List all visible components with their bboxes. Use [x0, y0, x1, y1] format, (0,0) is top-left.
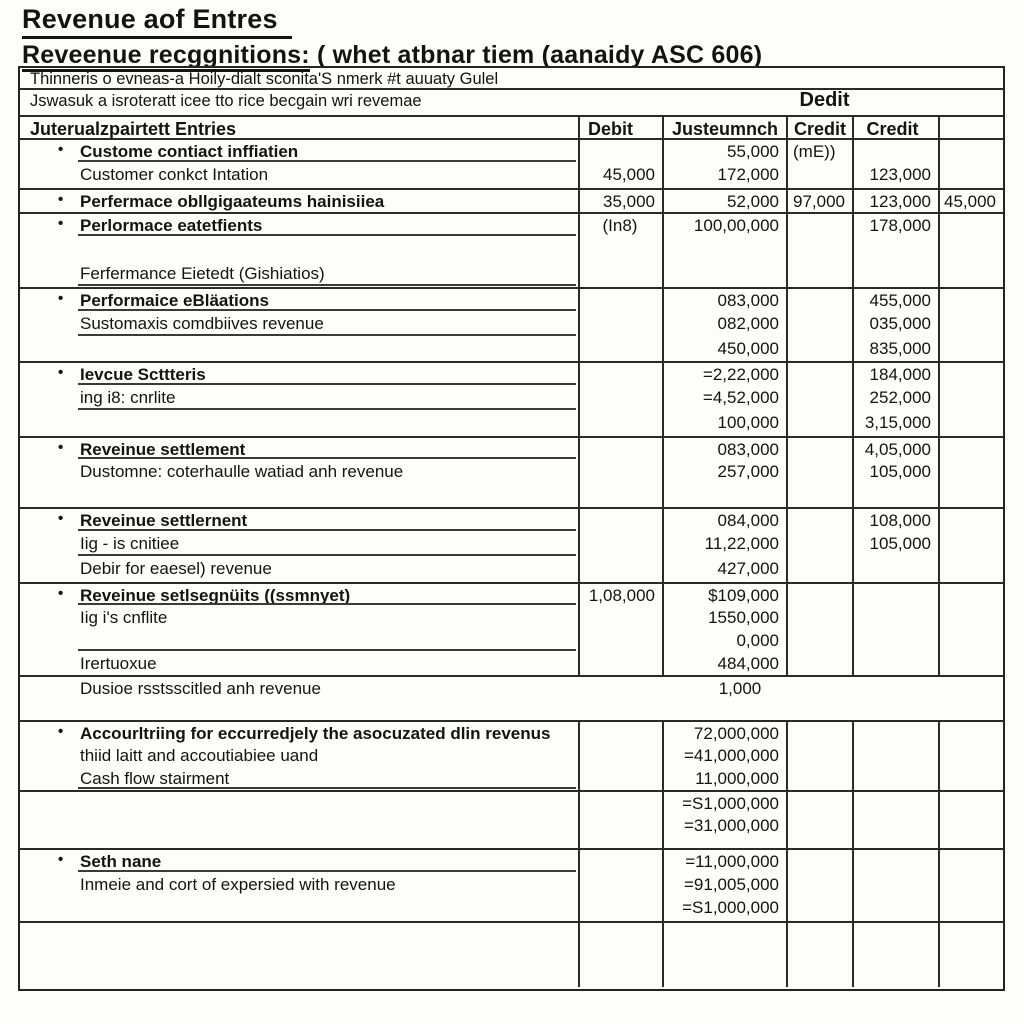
row-label: [20, 438, 578, 460]
subtitle-rest: ( whet atbnar tiem (aanaidy ASC 606): [309, 41, 763, 69]
row-label-text: Reveinue setlsegnüits ((ssmnyet): [80, 586, 351, 605]
cell-debit: 35,000: [578, 190, 662, 212]
table-row: [20, 606, 1003, 629]
row-label: [20, 140, 578, 163]
row-label: [20, 767, 578, 790]
row-label: [20, 700, 1003, 720]
cell-c2: [852, 873, 938, 896]
cell-c1: [786, 606, 852, 629]
cell-c1: [786, 896, 852, 921]
table-row: [20, 848, 1003, 873]
cell-c2: [852, 923, 938, 987]
cell-c2: 105,000: [852, 460, 938, 485]
row-label: [20, 873, 578, 896]
row-label-text: Inmeie and cort of expersied with revenue: [80, 875, 396, 894]
table-row: [20, 237, 1003, 262]
cell-just: 257,000: [662, 460, 786, 485]
dedit-header: Dedit: [799, 89, 850, 111]
cell-extra: [938, 237, 1003, 262]
row-label-text: Cash flow stairment: [80, 769, 230, 788]
cell-c2: [852, 850, 938, 873]
table-row: [20, 436, 1003, 460]
row-label: [20, 677, 1003, 700]
cell-extra: [938, 289, 1003, 312]
table-row: [20, 460, 1003, 485]
table-row: [20, 337, 1003, 361]
row-label: [20, 792, 578, 814]
column-header-justeumnch: Justeumnch: [662, 117, 786, 138]
cell-extra: [938, 606, 1003, 629]
cell-c2: 252,000: [852, 386, 938, 411]
cell-extra: [938, 337, 1003, 361]
table-row: [20, 896, 1003, 921]
row-label: [20, 722, 578, 744]
cell-debit: [578, 438, 662, 460]
table-row: [20, 873, 1003, 896]
cell-extra: [938, 722, 1003, 744]
bullet-icon: •: [58, 585, 64, 602]
cell-c1: [786, 312, 852, 337]
bullet-icon: •: [58, 510, 64, 527]
cell-c2: [852, 814, 938, 838]
table-header-row: [20, 115, 1003, 140]
row-label: [20, 289, 578, 312]
cell-just: 084,000: [662, 509, 786, 532]
cell-extra: [938, 923, 1003, 987]
cell-c1: [786, 214, 852, 237]
table-row: [20, 312, 1003, 337]
row-label: [20, 485, 578, 507]
cell-just: 083,000: [662, 289, 786, 312]
cell-just: [662, 485, 786, 507]
cell-c1: [786, 163, 852, 188]
bullet-icon: •: [58, 439, 64, 456]
cell-c2: 4,05,000: [852, 438, 938, 460]
label-underline: [78, 383, 576, 385]
cell-debit: [578, 767, 662, 790]
cell-c1: [786, 509, 852, 532]
row-label-text: Dustomne: coterhaulle watiad anh revenue: [80, 462, 404, 481]
cell-c1: [786, 629, 852, 652]
cell-just: 1550,000: [662, 606, 786, 629]
cell-just: [662, 838, 786, 848]
row-label: [20, 838, 578, 848]
cell-debit: [578, 814, 662, 838]
cell-c1: [786, 744, 852, 767]
table-preheader-row: [20, 68, 1003, 90]
cell-extra: 45,000: [938, 190, 1003, 212]
table-row: [20, 386, 1003, 411]
cell-just: 72,000,000: [662, 722, 786, 744]
table-row: [20, 921, 1003, 987]
cell-c1: [786, 557, 852, 582]
cell-c2: [852, 606, 938, 629]
cell-c2: 178,000: [852, 214, 938, 237]
label-underline: [78, 870, 576, 872]
cell-c1: [786, 767, 852, 790]
cell-debit: [578, 722, 662, 744]
cell-debit: [578, 140, 662, 163]
cell-c2: [852, 140, 938, 163]
table-row: [20, 411, 1003, 436]
cell-just: =11,000,000: [662, 850, 786, 873]
table-row: [20, 700, 1003, 720]
cell-c2: [852, 629, 938, 652]
cell-c2: [852, 557, 938, 582]
row-label-text: ing i8: cnrlite: [80, 388, 176, 407]
cell-just: 100,00,000: [662, 214, 786, 237]
cell-c2: 123,000: [852, 190, 938, 212]
row-label-text: Dusioe rsstsscitled anh revenue: [80, 679, 321, 698]
cell-just: 427,000: [662, 557, 786, 582]
row-label: [20, 411, 578, 436]
row-label: [20, 744, 578, 767]
table-row: [20, 675, 1003, 700]
table-row: [20, 582, 1003, 606]
bullet-icon: •: [58, 215, 64, 232]
cell-debit: [578, 838, 662, 848]
bullet-icon: •: [58, 851, 64, 868]
cell-c2: 3,15,000: [852, 411, 938, 436]
label-underline: [78, 309, 576, 311]
table-row: [20, 262, 1003, 287]
row-label: [20, 386, 578, 411]
cell-c1: [786, 363, 852, 386]
table-row: [20, 287, 1003, 312]
cell-extra: [938, 652, 1003, 675]
cell-c2: 105,000: [852, 532, 938, 557]
cell-c1: [786, 792, 852, 814]
subtitle-underlined-part: Reveenue recggnitions:: [22, 41, 310, 72]
cell-c2: 035,000: [852, 312, 938, 337]
cell-c1: [786, 237, 852, 262]
row-label: [20, 190, 578, 212]
cell-debit: [578, 923, 662, 987]
table-row: [20, 790, 1003, 814]
cell-just: =91,005,000: [662, 873, 786, 896]
cell-extra: [938, 312, 1003, 337]
bullet-icon: •: [58, 723, 64, 740]
cell-debit: [578, 312, 662, 337]
cell-c1: 97,000: [786, 190, 852, 212]
cell-c2: [852, 652, 938, 675]
label-underline: [78, 234, 576, 236]
column-header-credit-1: Credit: [786, 117, 852, 138]
cell-extra: [938, 792, 1003, 814]
cell-c1: [786, 485, 852, 507]
cell-c1: [786, 460, 852, 485]
table-row: [20, 629, 1003, 652]
row-label: [20, 262, 578, 287]
column-header-extra: [938, 117, 1003, 138]
row-label: [20, 557, 578, 582]
cell-c2: [852, 262, 938, 287]
cell-debit: [578, 629, 662, 652]
row-label: [20, 896, 578, 921]
row-label: [20, 814, 578, 838]
cell-debit: [578, 386, 662, 411]
table-row: [20, 188, 1003, 212]
cell-debit: [578, 652, 662, 675]
cell-c2: [852, 584, 938, 606]
cell-c1: [786, 532, 852, 557]
cell-c1: [786, 873, 852, 896]
cell-c1: [786, 850, 852, 873]
cell-value: 1,000: [718, 679, 762, 698]
row-label: [20, 923, 578, 987]
bullet-icon: •: [58, 364, 64, 381]
cell-extra: [938, 532, 1003, 557]
cell-debit: [578, 606, 662, 629]
cell-extra: [938, 262, 1003, 287]
cell-c2: [852, 767, 938, 790]
cell-c1: [786, 814, 852, 838]
label-underline: [78, 529, 576, 531]
row-label: [20, 629, 578, 652]
column-header-credit-2: Credit: [852, 117, 938, 138]
label-underline: [78, 649, 576, 651]
row-label-text: Sustomaxis comdbiives revenue: [80, 314, 324, 333]
cell-debit: [578, 850, 662, 873]
cell-extra: [938, 838, 1003, 848]
row-label: [20, 584, 578, 606]
cell-extra: [938, 363, 1003, 386]
label-underline: [78, 554, 576, 556]
cell-just: =31,000,000: [662, 814, 786, 838]
column-header-entries: Juterualzpairtett Entries: [30, 119, 237, 138]
cell-just: 11,22,000: [662, 532, 786, 557]
cell-extra: [938, 814, 1003, 838]
label-underline: [78, 457, 576, 459]
cell-c1: [786, 289, 852, 312]
row-label: [20, 237, 578, 262]
row-label-text: Irertuoxue: [80, 654, 157, 673]
cell-extra: [938, 873, 1003, 896]
cell-extra: [938, 509, 1003, 532]
cell-just: 083,000: [662, 438, 786, 460]
row-label-text: Debir for eaesel) revenue: [80, 559, 272, 578]
row-label-text: Seth nane: [80, 852, 162, 871]
cell-debit: [578, 485, 662, 507]
cell-just: 082,000: [662, 312, 786, 337]
cell-c2: [852, 744, 938, 767]
cell-debit: [578, 289, 662, 312]
row-label: [20, 312, 578, 337]
table-row: [20, 652, 1003, 675]
cell-c2: [852, 896, 938, 921]
cell-just: =2,22,000: [662, 363, 786, 386]
cell-just: [662, 237, 786, 262]
cell-just: =S1,000,000: [662, 896, 786, 921]
cell-just: =4,52,000: [662, 386, 786, 411]
bullet-icon: •: [58, 290, 64, 307]
cell-just: 484,000: [662, 652, 786, 675]
cell-debit: [578, 460, 662, 485]
cell-debit: [578, 532, 662, 557]
table-subheader-row: [20, 90, 1003, 115]
table-row: [20, 361, 1003, 386]
row-label-text: Accourltriing for eccurredjely the asocuzated dlin revenus: [80, 724, 551, 743]
bullet-icon: •: [58, 141, 64, 158]
label-underline: [78, 603, 576, 605]
cell-extra: [938, 629, 1003, 652]
cell-just: 0,000: [662, 629, 786, 652]
table-row: [20, 163, 1003, 188]
cell-c2: 123,000: [852, 163, 938, 188]
row-label: [20, 850, 578, 873]
table-row: [20, 507, 1003, 532]
cell-debit: [578, 896, 662, 921]
row-label-text: Reveinue settlement: [80, 440, 246, 459]
table-row: [20, 557, 1003, 582]
cell-just: 450,000: [662, 337, 786, 361]
cell-c2: [852, 722, 938, 744]
table-row: [20, 744, 1003, 767]
table-row: [20, 140, 1003, 163]
cell-extra: [938, 140, 1003, 163]
row-label-text: Ievcue Scttteris: [80, 365, 206, 384]
cell-c2: [852, 838, 938, 848]
cell-extra: [938, 214, 1003, 237]
cell-c2: 455,000: [852, 289, 938, 312]
cell-debit: [578, 363, 662, 386]
row-label: [20, 214, 578, 237]
cell-c1: [786, 438, 852, 460]
cell-extra: [938, 460, 1003, 485]
cell-debit: [578, 262, 662, 287]
table-row: [20, 720, 1003, 744]
label-underline: [78, 160, 576, 162]
label-underline: [78, 334, 576, 336]
table-row: [20, 767, 1003, 790]
row-label-text: Perlormace eatetfients: [80, 216, 263, 235]
cell-c2: 184,000: [852, 363, 938, 386]
journal-entries-table: [18, 66, 1005, 991]
table-row: [20, 485, 1003, 507]
table-row: [20, 532, 1003, 557]
cell-debit: [578, 237, 662, 262]
cell-just: 55,000: [662, 140, 786, 163]
cell-extra: [938, 850, 1003, 873]
row-label-text: Reveinue settlernent: [80, 511, 248, 530]
row-label: [20, 460, 578, 485]
cell-extra: [938, 163, 1003, 188]
cell-just: =S1,000,000: [662, 792, 786, 814]
document-titles: [22, 4, 762, 70]
row-label: [20, 363, 578, 386]
table-row: [20, 212, 1003, 237]
cell-extra: [938, 485, 1003, 507]
cell-debit: 1,08,000: [578, 584, 662, 606]
label-underline: [78, 408, 576, 410]
page-title: Revenue aof Entres: [22, 4, 292, 39]
cell-c1: [786, 386, 852, 411]
cell-debit: [578, 557, 662, 582]
cell-debit: [578, 509, 662, 532]
cell-debit: [578, 337, 662, 361]
row-label: [20, 652, 578, 675]
cell-just: 52,000: [662, 190, 786, 212]
row-label: [20, 337, 578, 361]
label-underline: [78, 787, 576, 789]
cell-c2: 108,000: [852, 509, 938, 532]
cell-extra: [938, 584, 1003, 606]
cell-extra: [938, 557, 1003, 582]
row-label: [20, 532, 578, 557]
cell-c1: [786, 584, 852, 606]
row-label-text: Iig i's cnflite: [80, 608, 168, 627]
row-label-text: Performaice eBläations: [80, 291, 269, 310]
cell-extra: [938, 386, 1003, 411]
cell-c1: (mE)): [786, 140, 852, 163]
cell-just: 172,000: [662, 163, 786, 188]
cell-c1: [786, 411, 852, 436]
cell-extra: [938, 438, 1003, 460]
column-header-debit: Debit: [578, 117, 662, 138]
cell-extra: [938, 411, 1003, 436]
cell-just: [662, 262, 786, 287]
cell-debit: [578, 744, 662, 767]
cell-debit: [578, 792, 662, 814]
cell-debit: (In8): [578, 214, 662, 237]
cell-c2: [852, 792, 938, 814]
cell-just: 11,000,000: [662, 767, 786, 790]
cell-extra: [938, 896, 1003, 921]
label-underline: [78, 284, 576, 286]
row-label-text: Iig - is cnitiee: [80, 534, 180, 553]
row-label: [20, 509, 578, 532]
cell-c2: [852, 237, 938, 262]
cell-just: [662, 923, 786, 987]
cell-debit: [578, 873, 662, 896]
row-label-text: Perfermace obllgigaateums hainisiiea: [80, 192, 385, 211]
row-label-text: Custome contiact inffiatien: [80, 142, 299, 161]
subheader-text: Jswasuk a isroteratt icee tto rice becgain wri revemae: [30, 92, 422, 110]
table-row: [20, 814, 1003, 838]
cell-c1: [786, 923, 852, 987]
cell-just: 100,000: [662, 411, 786, 436]
cell-c2: 835,000: [852, 337, 938, 361]
cell-just: =41,000,000: [662, 744, 786, 767]
cell-extra: [938, 744, 1003, 767]
preheader-text: Thinneris o evneas-a Hoily-dialt sconita'S nmerk #t auuaty Gulel: [20, 68, 1003, 90]
cell-c1: [786, 838, 852, 848]
table-row: [20, 838, 1003, 848]
cell-c1: [786, 722, 852, 744]
row-label: [20, 606, 578, 629]
bullet-icon: •: [58, 191, 64, 208]
cell-just: $109,000: [662, 584, 786, 606]
cell-debit: [578, 411, 662, 436]
row-label-text: Customer conkct Intation: [80, 165, 269, 184]
table-body: [20, 140, 1003, 987]
row-label: [20, 163, 578, 188]
cell-debit: 45,000: [578, 163, 662, 188]
row-label-text: Ferfermance Eietedt (Gishiatios): [80, 264, 325, 283]
cell-c1: [786, 262, 852, 287]
cell-extra: [938, 767, 1003, 790]
cell-c2: [852, 485, 938, 507]
cell-c1: [786, 652, 852, 675]
cell-c1: [786, 337, 852, 361]
row-label-text: thiid laitt and accoutiabiee uand: [80, 746, 319, 765]
